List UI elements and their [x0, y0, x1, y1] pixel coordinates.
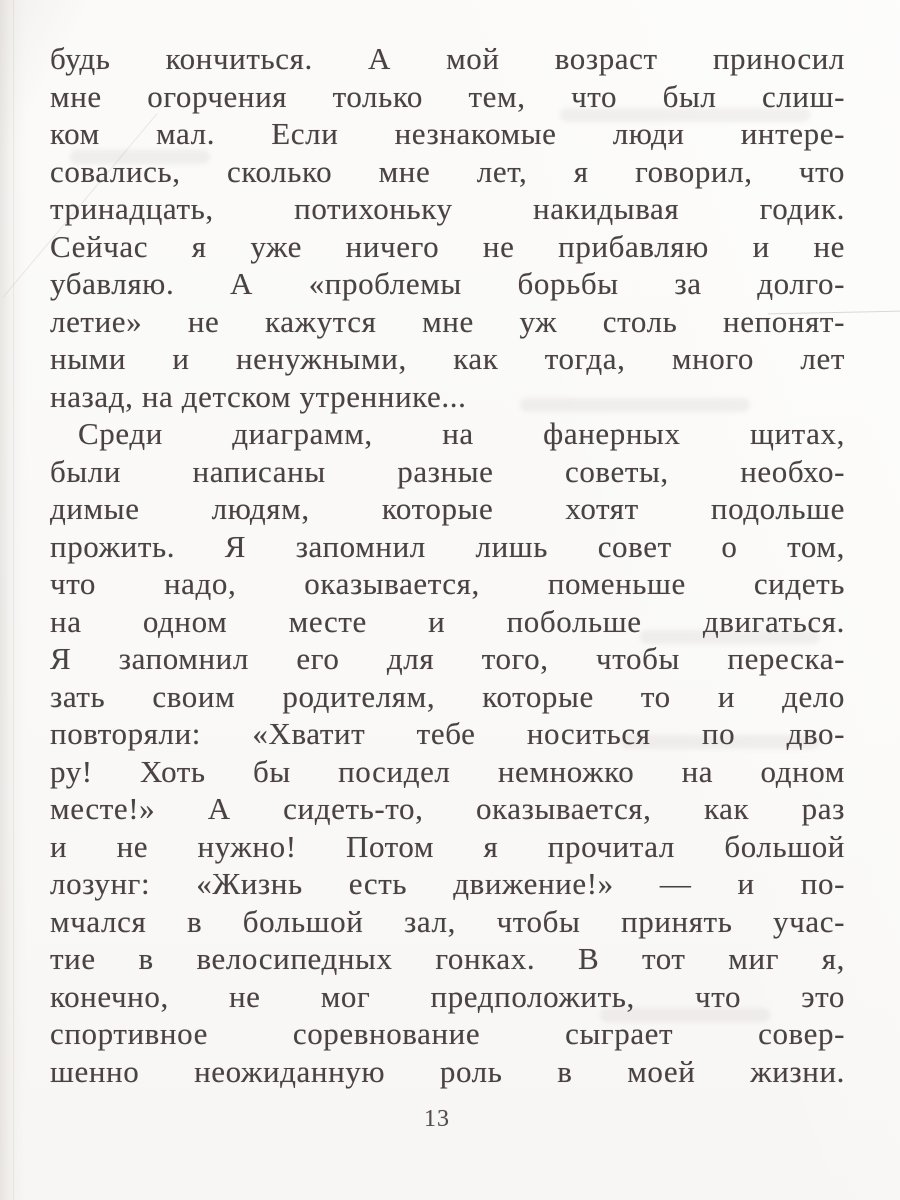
text-line: были написаны разные советы, необхо- — [50, 453, 845, 489]
text-line: ными и ненужными, как тогда, много лет — [50, 341, 845, 376]
text-line: повторяли: «Хватит тебе носиться по дво- — [50, 716, 845, 751]
text-line: лозунг: «Жизнь есть движение!» — и по- — [50, 866, 845, 901]
text-line: совались, сколько мне лет, я говорил, что — [50, 153, 845, 189]
text-line: конечно, не мог предположить, что это — [50, 978, 845, 1014]
text-line: Сейчас я уже ничего не прибавляю и не — [50, 228, 845, 264]
text-line: ру! Хоть бы посидел немножко на одном — [50, 753, 845, 789]
text-line: тие в велосипедных гонках. В тот миг я, — [50, 941, 845, 976]
text-line: тринадцать, потихоньку накидывая годик. — [50, 191, 845, 226]
text-line: на одном месте и побольше двигаться. — [50, 603, 845, 639]
page-number: 13 — [424, 1106, 450, 1132]
text-line: ком мал. Если незнакомые люди интере- — [50, 116, 845, 151]
text-line: прожить. Я запомнил лишь совет о том, — [50, 528, 845, 564]
text-line: шенно неожиданную роль в моей жизни. — [50, 1053, 845, 1089]
text-line: месте!» А сидеть-то, оказывается, как раз — [50, 791, 845, 826]
text-line: мчался в большой зал, чтобы принять учас- — [50, 903, 845, 939]
text-line: назад, на детском утреннике... — [50, 378, 467, 414]
text-line: убавляю. А «проблемы борьбы за долго- — [50, 266, 845, 301]
text-line: зать своим родителям, которые то и дело — [50, 678, 845, 714]
text-line: Я запомнил его для того, чтобы переска- — [50, 641, 845, 676]
text-line: мне огорчения только тем, что был слиш- — [50, 78, 845, 114]
text-line: спортивное соревнование сыграет совер- — [50, 1016, 845, 1051]
text-line: Среди диаграмм, на фанерных щитах, — [78, 416, 845, 451]
page-text — [50, 40, 845, 1090]
text-line: димые людям, которые хотят подольше — [50, 491, 845, 526]
text-line: будь кончиться. А мой возраст приносил — [50, 41, 845, 76]
text-line: и не нужно! Потом я прочитал большой — [50, 828, 845, 864]
text-line: летие» не кажутся мне уж столь непонят- — [50, 303, 845, 339]
text-line: что надо, оказывается, поменьше сидеть — [50, 566, 845, 601]
page-edge-hairline — [13, 0, 14, 1200]
